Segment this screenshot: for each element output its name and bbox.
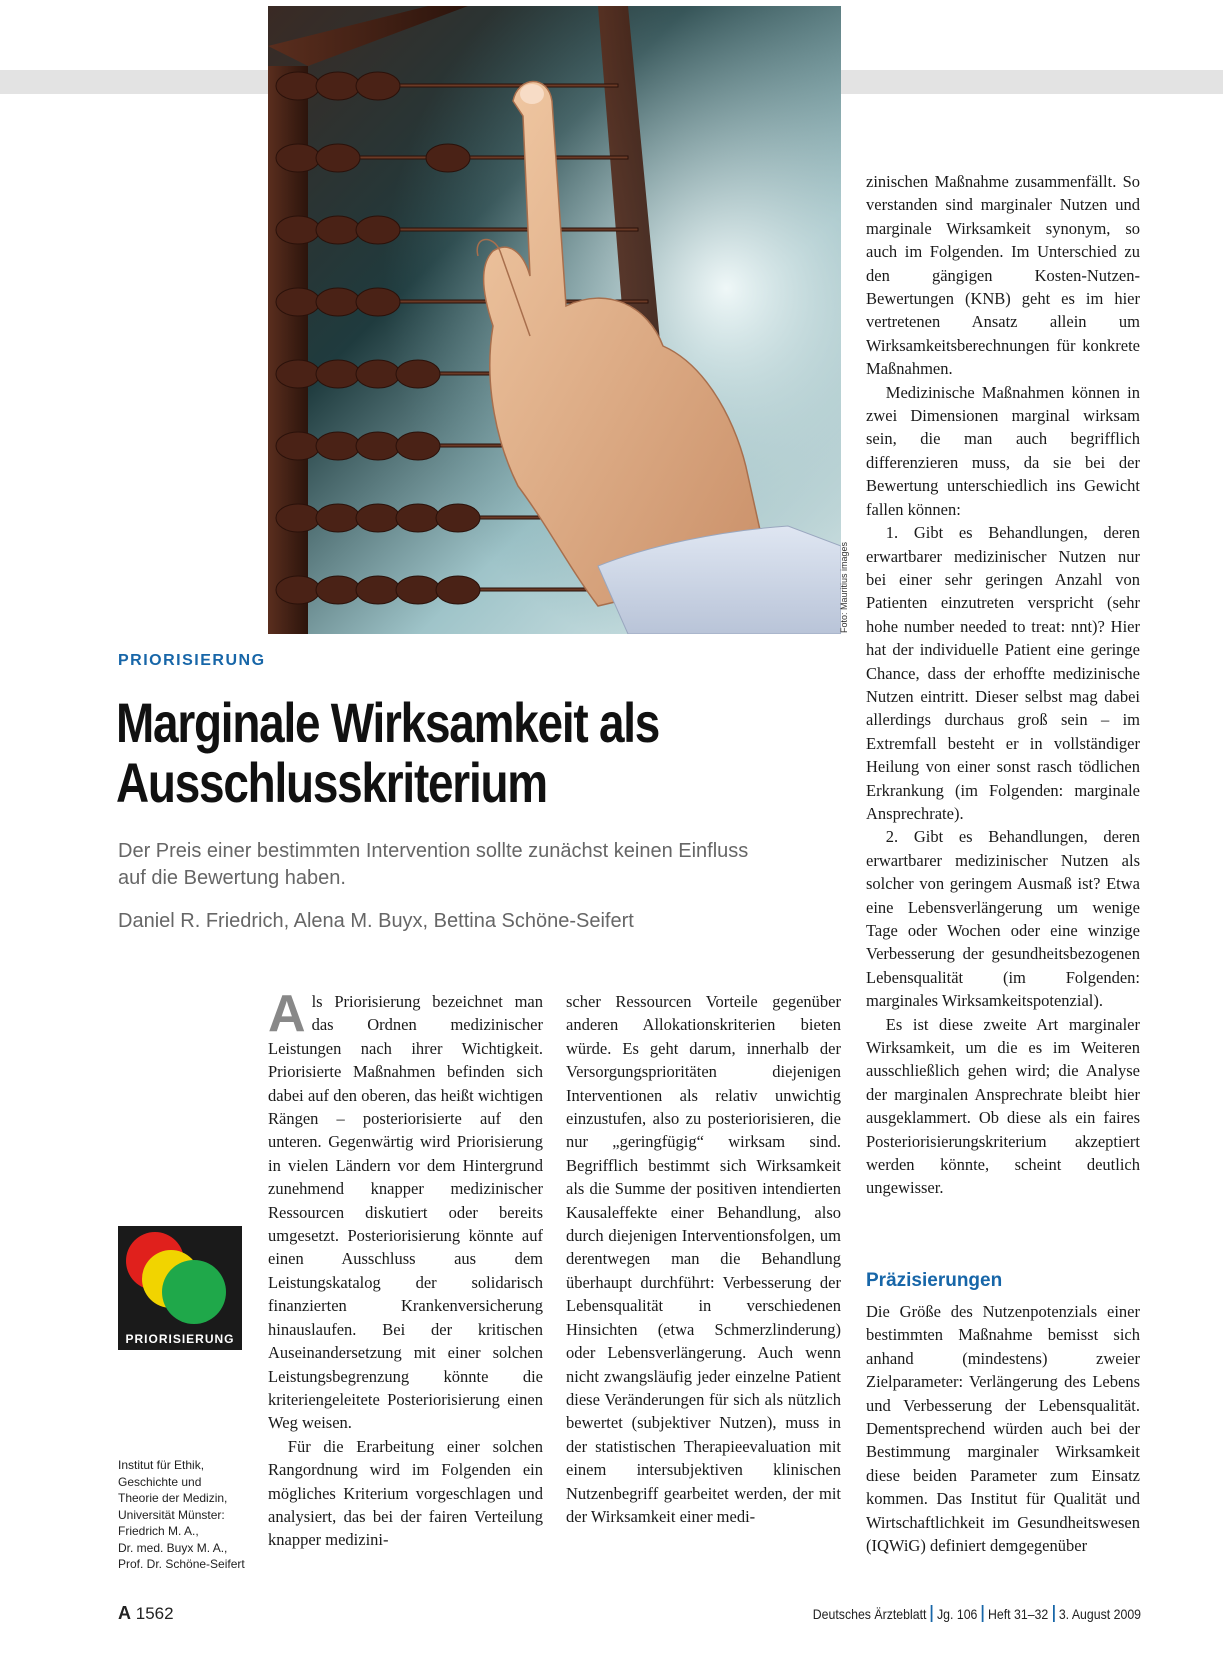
body-column-1: [268, 985, 543, 1552]
article-headline: [116, 693, 813, 813]
affiliation-line: Friedrich M. A.,: [118, 1524, 199, 1538]
journal-footer: [813, 1605, 1141, 1622]
abacus-illustration: [268, 6, 841, 634]
affiliation-line: Dr. med. Buyx M. A.,: [118, 1540, 228, 1555]
section-kicker: PRIORISIERUNG: [118, 652, 266, 669]
photo-credit: Foto: Mauritius images: [839, 541, 849, 633]
page-prefix: A: [118, 1603, 131, 1623]
affiliation-line: Theorie der Medizin,: [118, 1491, 228, 1505]
body-column-3: [866, 170, 1140, 1200]
affiliation-line: Prof. Dr. Schöne-Seifert: [118, 1557, 245, 1571]
paragraph-text: ls Priorisierung bezeichnet man das Ordnen medizinischer Leistungen nach ihrer Wichtigkeit. Priorisierte Maßnahmen befinden sich dabei auf den oberen, das heißt wichtigen Rängen – posteriorisierte auf den unteren. Gegenwärtig wird Priorisierung in vielen Ländern vor dem Hintergrund zunehmend knapper medizinischer Ressourcen diskutiert oder bereits umgesetzt. Posteriorisierung könnte auf einen Ausschluss aus dem Leistungskatalog der solidarisch finanzierten Krankenversicherung hinauslaufen. Bei der kritischen Auseinandersetzung mit einer solchen Leistungsbegrenzung könnte die kriteriengeleitete Posteriorisierung einen Weg weisen.: [268, 992, 543, 1433]
body-paragraph: 1. Gibt es Behandlungen, deren erwartbarer medizinischer Nutzen nur bei einer sehr geringen Anzahl von Patienten einzutreten verspricht (sehr hohe number needed to treat: nnt)? Hier hat der individuelle Patient eine geringe Chance, dass der erhoffte medizinische Nutzen eintritt. Dieser selbst mag dabei allerdings durchaus groß sein – im Extremfall besteht er in vollständiger Heilung von einer sonst rasch tödlichen Erkrankung (im Folgenden: marginale Ansprechrate).: [866, 523, 1140, 823]
body-paragraph: Es ist diese zweite Art marginaler Wirksamkeit, um die es im Weiteren ausschließlich gehen wird; die Analyse der marginalen Ansprechrate bleibt hier ausgeklammert. Ob diese als ein faires Posteriorisierungskriterium akzeptiert werden könnte, scheint deutlich ungewisser.: [866, 1014, 1140, 1198]
body-column-2: [566, 990, 841, 1528]
journal-volume: Jg. 106: [936, 1606, 978, 1622]
body-paragraph: zinischen Maßnahme zusammenfällt. So verstanden sind marginaler Nutzen und marginale Wirksamkeit synonym, so auch im Folgenden. Im Unterschied zu den gängigen Kosten-Nutzen-Bewertungen (KNB) geht es im hier vertretenen Ansatz allein um Wirksamkeitsberechnungen für konkrete Maßnahmen.: [866, 172, 1140, 379]
body-paragraph: 2. Gibt es Behandlungen, deren erwartbarer medizinischer Nutzen als solcher von geringem Ausmaß ist? Etwa eine Lebensverlängerung um wenige Tage oder Wochen oder eine winzige Verbesserung der gesundheitsbezogenen Lebensqualität (im Folgenden: marginales Wirksamkeitspotenzial).: [866, 827, 1140, 1011]
body-paragraph: Für die Erarbeitung einer solchen Rangordnung wird im Folgenden ein mögliches Kriterium vorgeschlagen und analysiert, das bei der fairen Verteilung knapper medizini-: [268, 1436, 543, 1550]
section-heading-praezisierungen: Präzisierungen: [866, 1270, 1003, 1291]
page-number: [118, 1603, 174, 1624]
journal-name: Deutsches Ärzteblatt: [812, 1606, 927, 1622]
logo-label: PRIORISIERUNG: [125, 1332, 235, 1346]
article-subhead: Der Preis einer bestimmten Intervention sollte zunächst keinen Einfluss auf die Bewertung haben.: [118, 840, 749, 889]
logo-green-circle-icon: [162, 1260, 226, 1324]
drop-cap: A: [268, 985, 306, 1043]
affiliation-line: Universität Münster:: [118, 1507, 225, 1522]
affiliation-line: Institut für Ethik,: [118, 1458, 205, 1472]
author-affiliation: [118, 1457, 268, 1573]
body-paragraph: Die Größe des Nutzenpotenzials einer bestimmten Maßnahme bemisst sich anhand (mindestens) zweier Zielparameter: Verlängerung des Lebens und Verbesserung der Lebensqualität. Dementsprechend würden auch bei der Bestimmung marginaler Wirksamkeit diese beiden Parameter zum Einsatz kommen. Das Institut für Qualität und Wirtschaftlichkeit im Gesundheitswesen (IQWiG) definiert demgegenüber: [866, 1302, 1140, 1556]
footer-separator: [982, 1605, 984, 1622]
priorisierung-logo: [118, 1226, 242, 1350]
journal-issue: Heft 31–32: [987, 1606, 1049, 1622]
footer-separator: [931, 1605, 933, 1622]
body-paragraph: [268, 985, 543, 1435]
footer-separator: [1053, 1605, 1055, 1622]
affiliation-line: Geschichte und: [118, 1474, 202, 1489]
article-authors: Daniel R. Friedrich, Alena M. Buyx, Bettina Schöne-Seifert: [118, 910, 634, 932]
body-column-3-continued: [866, 1300, 1140, 1557]
body-paragraph: Medizinische Maßnahmen können in zwei Dimensionen marginal wirksam sein, die man auch begrifflich differenzieren muss, da sie bei der Bewertung unterschiedlich ins Gewicht fallen können:: [866, 382, 1140, 519]
page-number-value: 1562: [135, 1604, 174, 1623]
headline-line-1: Marginale Wirksamkeit als: [116, 691, 660, 754]
headline-line-2: Ausschlusskriterium: [116, 751, 547, 814]
abacus-hand-photo: [268, 6, 841, 634]
journal-date: 3. August 2009: [1058, 1606, 1141, 1622]
body-paragraph: scher Ressourcen Vorteile gegenüber anderen Allokationskriterien bieten würde. Es geht darum, innerhalb der Versorgungsprioritäten diejenigen Interventionen als relativ unwichtig einzustufen, also zu posteriorisieren, die nur „geringfügig“ wirksam sind. Begrifflich bestimmt sich Wirksamkeit als die Summe der positiven intendierten Kausaleffekte einer Behandlung, also durch diejenigen Interventionsfolgen, um derentwegen man die Behandlung überhaupt durchführt: Verbesserung der Lebensqualität in verschiedenen Hinsichten (etwa Schmerzlinderung) oder Lebensverlängerung. Auch wenn nicht zwangsläufig jeder einzelne Patient diese Veränderungen für sich als nützlich bewertet (subjektiver Nutzen), muss in der statistischen Therapieevaluation mit einem intersubjektiven klinischen Nutzenbegriff gearbeitet werden, der mit der Wirksamkeit einer medi-: [566, 992, 841, 1526]
